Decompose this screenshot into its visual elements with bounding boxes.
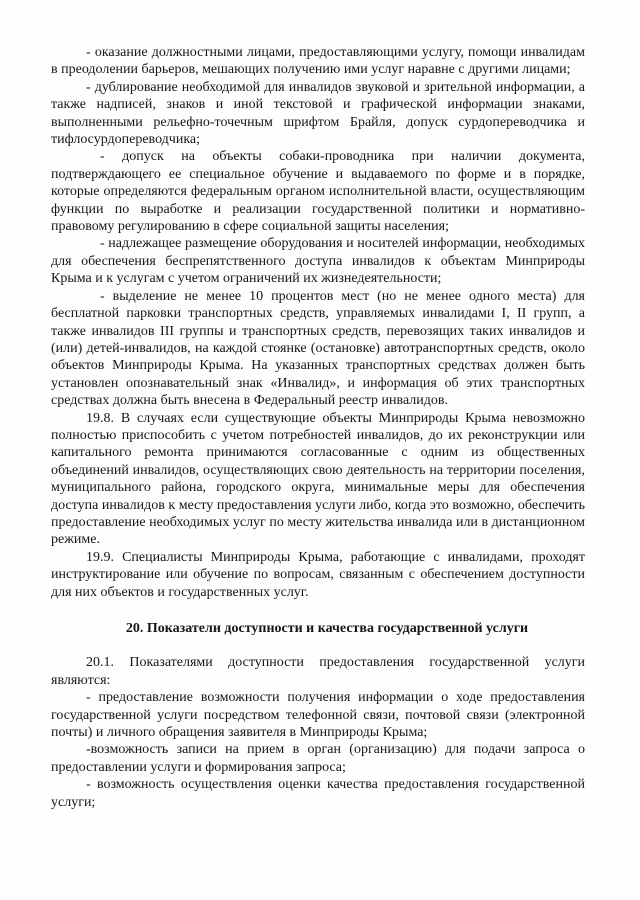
paragraph-19-8: 19.8. В случаях если существующие объекты Минприроды Крыма невозможно полностью приспособить с учетом потребностей инвалидов, до их реконструкции или капитального ремонта принимаются согласованные с одним из общественных объединений инвалидов, осуществляющих свою деятельность на территории поселения, муниципального района, городского округа, минимальные меры для обеспечения доступа инвалидов к месту предоставления услуги либо, когда это возможно, обеспечить предоставление необходимых услуг по месту жительства инвалида или в дистанционном режиме. [51, 410, 585, 548]
paragraph-quality-assessment: - возможность осуществления оценки качества предоставления государственной услуги; [51, 777, 585, 810]
document-page [51, 44, 585, 811]
paragraph-parking: - выделение не менее 10 процентов мест (но не менее одного места) для бесплатной парковки транспортных средств, управляемых инвалидами I, II групп, а также инвалидов III группы и транспортных средств, перевозящих таких инвалидов и (или) детей-инвалидов, на каждой стоянке (остановке) автотранспортных средств, около объектов Минприроды Крыма. На указанных транспортных средствах должен быть установлен опознавательный знак «Инвалид», и информация об этих транспортных средствах должна быть внесена в Федеральный реестр инвалидов. [51, 288, 585, 409]
paragraph-duplication: - дублирование необходимой для инвалидов звуковой и зрительной информации, а также надписей, знаков и иной текстовой и графической информации знаками, выполненными рельефно-точечным шрифтом Брайля, допуск сурдопереводчика и тифлосурдопереводчика; [51, 79, 585, 148]
paragraph-assistance: - оказание должностными лицами, предоставляющими услугу, помощи инвалидам в преодолении барьеров, мешающих получению ими услуг наравне с другими лицами; [51, 45, 585, 78]
paragraph-19-9: 19.9. Специалисты Минприроды Крыма, работающие с инвалидами, проходят инструктирование или обучение по вопросам, связанным с обеспечением доступности для них объектов и государственных услуг. [51, 549, 585, 600]
paragraph-guide-dog: - допуск на объекты собаки-проводника при наличии документа, подтверждающего ее специальное обучение и выдаваемого по форме и в порядке, которые определяются федеральным органом исполнительной власти, осуществляющим функции по выработке и реализации государственной политики и нормативно-правовому регулированию в сфере социальной защиты населения; [51, 149, 585, 235]
paragraph-info-access: - предоставление возможности получения информации о ходе предоставления государственной услуги посредством телефонной связи, почтовой связи (электронной почты) и личного обращения заявителя в Минприроды Крыма; [51, 690, 585, 741]
paragraph-appointment: -возможность записи на прием в орган (организацию) для подачи запроса о предоставлении услуги и формирования запроса; [51, 742, 585, 775]
section-heading: 20. Показатели доступности и качества государственной услуги [125, 621, 529, 636]
paragraph-equipment: - надлежащее размещение оборудования и носителей информации, необходимых для обеспечения беспрепятственного доступа инвалидов к объектам Минприроды Крыма и к услугам с учетом ограничений их жизнедеятельности; [51, 236, 585, 287]
paragraph-20-1: 20.1. Показателями доступности предоставления государственной услуги являются: [51, 655, 585, 688]
